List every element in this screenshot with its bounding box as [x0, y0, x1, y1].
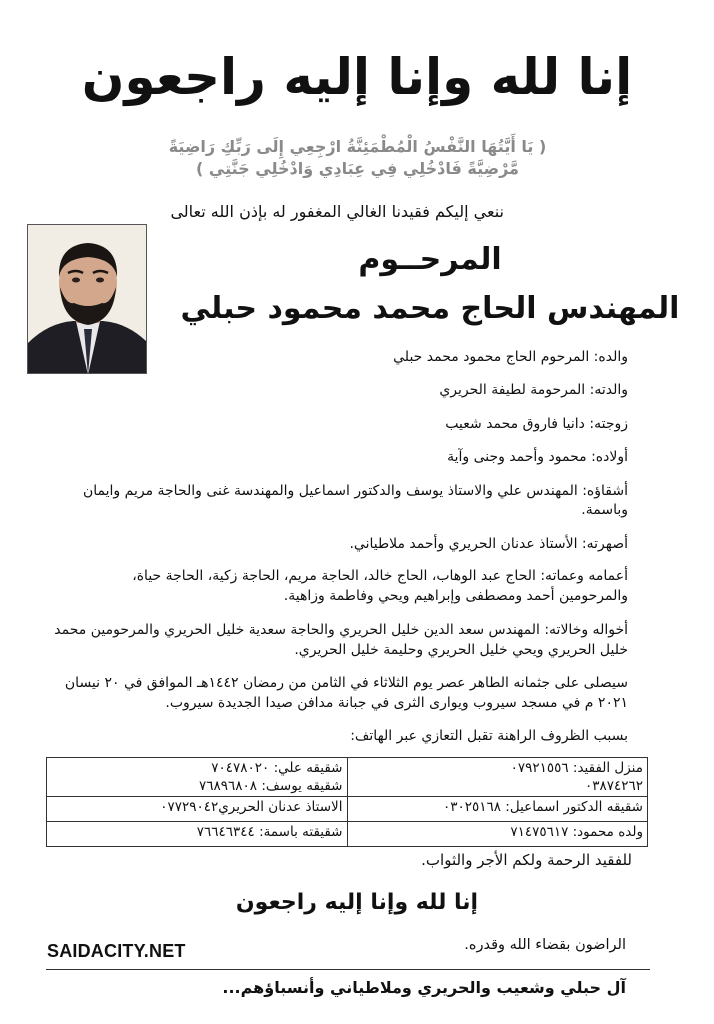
phone-cell [47, 758, 348, 797]
headline-repeat: إنا لله وإنا إليه راجعون [235, 890, 479, 915]
condolence-line: بسبب الظروف الراهنة تقبل التعازي عبر الهاتف: [350, 728, 628, 744]
mercy-line: للفقيد الرحمة ولكم الأجر والثواب. [421, 851, 632, 869]
title-deceased-name: المهندس الحاج محمد محمود حبلي [180, 291, 680, 326]
portrait-illustration [28, 225, 147, 374]
siblings-line-1: أشقاؤه: المهندس علي والاستاذ يوسف والدكتور اسماعيل والمهندسة غنى والحاجة مريم وايمان [83, 483, 628, 499]
divider [46, 969, 650, 970]
phone-entry: شقيقه علي: ٧٠٤٧٨٠٢٠ [211, 760, 343, 776]
maternal-line-2: خليل الحريري ويحي خليل الحريري وحليمة خليل الحريري. [294, 642, 628, 658]
children-line: أولاده: محمود وأحمد وجنى وآية [447, 449, 628, 465]
phone-entry: ٠٣٨٧٤٢٦٢ [584, 778, 643, 794]
phone-table [46, 757, 648, 847]
uncles-line-1: أعمامه وعماته: الحاج عبد الوهاب، الحاج خالد، الحاجة مريم، الحاجة زكية، الحاجة حياة، [132, 568, 628, 584]
table-row [47, 797, 648, 822]
maternal-line-1: أخواله وخالاته: المهندس سعد الدين خليل الحريري والحاجة سعدية خليل الحريري والمرحومين محمد [54, 622, 628, 638]
table-row [47, 758, 648, 797]
intro-text: ننعي إليكم فقيدنا الغالي المغفور له بإذن الله تعالى [170, 202, 504, 221]
families-line: آل حبلي وشعيب والحريري وملاطياني وأنسباؤهم... [222, 978, 626, 997]
mother-line: والدته: المرحومة لطيفة الحريري [439, 382, 628, 398]
siblings-line-2: وباسمة. [581, 502, 628, 518]
phone-cell: ولده محمود: ٧١٤٧٥٦١٧ [347, 822, 648, 847]
funeral-line-2: ٢٠٢١ م في مسجد سيروب ويوارى الثرى في جبانة مدافن صيدا الجديدة سيروب. [165, 695, 628, 711]
phone-cell: شقيقته باسمة: ٧٦٦٤٦٣٤٤ [47, 822, 348, 847]
consent-line: الراضون بقضاء الله وقدره. [464, 937, 626, 953]
phone-cell: شقيقه الدكتور اسماعيل: ٠٣٠٢٥١٦٨ [347, 797, 648, 822]
verse-line-1: ( يَا أَيَّتُهَا النَّفْسُ الْمُطْمَئِنَّةُ ارْجِعِي إِلَى رَبِّكِ رَاضِيَةً [168, 137, 547, 156]
phone-entry: منزل الفقيد: ٠٧٩٢١٥٥٦ [510, 760, 643, 776]
phone-cell: الاستاذ عدنان الحريري٠٧٧٢٩٠٤٢ [47, 797, 348, 822]
quran-verse [150, 136, 565, 180]
funeral-line-1: سيصلى على جثمانه الطاهر عصر يوم الثلاثاء في الثامن من رمضان ١٤٤٢هـ الموافق في ٢٠ نيسان [64, 675, 628, 691]
phone-cell [347, 758, 648, 797]
table-row [47, 822, 648, 847]
verse-line-2: مَّرْضِيَّةً فَادْخُلِي فِي عِبَادِي وَادْخُلِي جَنَّتِي ) [196, 159, 519, 178]
brand-watermark: SAIDACITY.NET [47, 941, 186, 961]
portrait-photo [27, 224, 147, 374]
uncles-line-2: والمرحومين أحمد ومصطفى وإبراهيم ويحي وفاطمة وزاهية. [283, 588, 628, 604]
title-deceased-label: المرحــوم [358, 242, 502, 277]
phone-entry: شقيقه يوسف: ٧٦٨٩٦٨٠٨ [199, 778, 343, 794]
father-line: والده: المرحوم الحاج محمود محمد حبلي [393, 349, 628, 365]
wife-line: زوجته: دانيا فاروق محمد شعيب [445, 416, 628, 432]
headline: إنا لله وإنا إليه راجعون [81, 48, 633, 106]
inlaws-line: أصهرته: الأستاذ عدنان الحريري وأحمد ملاطياني. [349, 536, 628, 552]
